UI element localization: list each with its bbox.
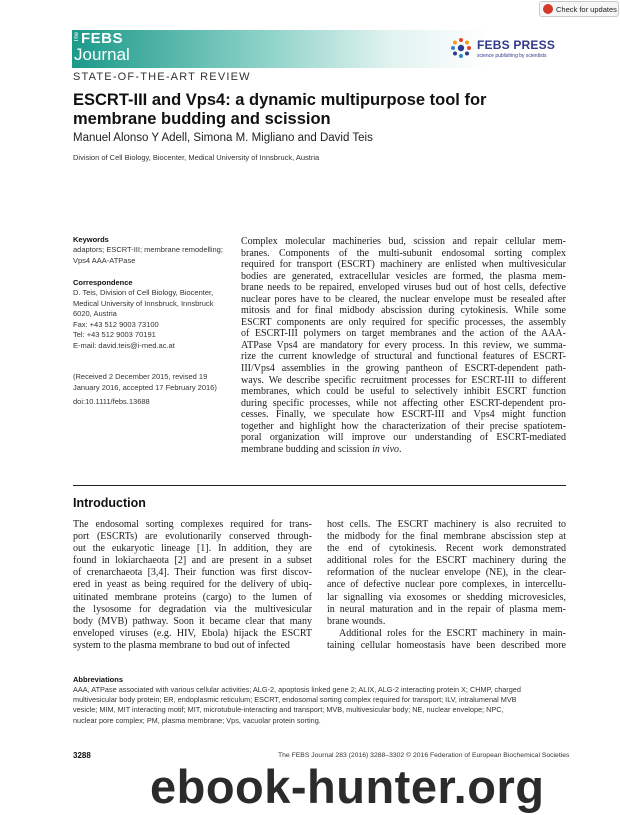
keywords-line: Vps4 AAA-ATPase <box>73 255 136 265</box>
abstract-line: together and highlight how the characterization of their precise spatiotem- <box>241 420 566 432</box>
title-line: ESCRT-III and Vps4: a dynamic multipurpose tool for <box>73 91 487 109</box>
paragraph-line: the lysosome for degradation via the multivesicular <box>73 603 312 615</box>
paragraph-line: ered in yeast as being required for the delivery of ubiq- <box>73 579 312 591</box>
keywords-heading: Keywords <box>73 235 109 244</box>
abstract-line: ATPase Vps4 are mandatory for every process. In this review, we summa- <box>241 339 566 351</box>
febs-press-tagline: science publishing by scientists <box>477 53 547 59</box>
paragraph-line: in neural maturation and in the repair of plasma mem- <box>327 603 566 615</box>
check-updates-label: Check for updates <box>556 4 617 14</box>
fax-line: Fax: +43 512 9003 73100 <box>73 319 159 329</box>
affiliation: Division of Cell Biology, Biocenter, Medical University of Innsbruck, Austria <box>73 153 320 162</box>
paragraph-line: uitinated membrane proteins (cargo) to the lumen of <box>73 591 312 603</box>
paragraph-line: of crenarchaeota [3,4]. Their function was first discov- <box>73 567 312 579</box>
abstract-italic-term: in vivo <box>372 443 400 455</box>
paragraph-line: ance of defective nuclear pore complexes, in intercellu- <box>327 579 566 591</box>
paragraph-line: brane wounds. <box>327 615 386 627</box>
watermark: ebook-hunter.org <box>150 760 545 813</box>
abstract-line: membranes, which could be useful to selectively inhibit ESCRT function <box>241 386 566 398</box>
paragraph-line: found in lokiarchaeota [2] and are present in a subset <box>73 555 312 567</box>
abstract-line: mitosis and for final midbody abscission during cytokinesis. While some <box>241 305 566 317</box>
author-list: Manuel Alonso Y Adell, Simona M. Migliano and David Teis <box>73 132 373 144</box>
abbreviation-line: nuclear pore complex; PM, plasma membrane; Vps, vacuolar protein sorting. <box>73 715 321 725</box>
abstract-line: brane needs to be repaired, enveloped viruses bud out of host cells, defective <box>241 282 566 294</box>
abstract-line: rize the current knowledge of structural and functional features of ESCRT- <box>241 351 566 363</box>
abstract-line: nuclear pores have to be cleared, the nuclear envelope must be resealed after <box>241 293 566 305</box>
abbreviation-line: vesicle; MIM, MIT interacting motif; MIT, microtubule-interacting and transport; MVB, multivesicular body; NE, nuclear envelope; NPC, <box>73 705 504 715</box>
febs-press-title: FEBS PRESS <box>477 38 556 52</box>
abstract-line: during specific processes, while not affecting other ESCRT-dependent pro- <box>241 397 566 409</box>
abstract-line: ways. We describe specific recruitment processes for ESCRT-III to different <box>241 374 566 386</box>
correspondence-heading: Correspondence <box>73 278 133 287</box>
paragraph-line: host cells. The ESCRT machinery is also recruited to <box>327 519 566 530</box>
abstract-line: Complex molecular machineries bud, scission and repair cellular mem- <box>241 236 566 247</box>
paragraph-line: taining cellular homeostasis have been described more <box>327 639 566 651</box>
correspondence-block <box>73 288 233 352</box>
keywords-line: adaptors; ESCRT-III; membrane remodelling; <box>73 245 223 254</box>
abstract-line: III/Vps4 assemblies in the growing pantheon of ESCRT-dependent path- <box>241 363 566 375</box>
correspondence-line: Medical University of Innsbruck, Innsbruck <box>73 298 214 308</box>
abbreviations-text <box>73 685 566 726</box>
abstract-period: . <box>399 443 402 455</box>
abstract-line: ESCRT components are only required for specific processes, the assembly <box>241 316 566 328</box>
paragraph-line: body (MVB) pathway. Soon it became clear that many <box>73 615 312 627</box>
abstract-line: cesses. Finally, we speculate how ESCRT-III and Vps4 might function <box>241 409 566 421</box>
abstract-line-text: membrane budding and scission <box>241 443 370 455</box>
logo-the: The <box>74 32 80 43</box>
correspondence-line: 6020, Austria <box>73 309 117 319</box>
abstract-line: branes. Components of the multi-subunit endosomal sorting complex <box>241 247 566 259</box>
abstract-line <box>241 444 566 456</box>
journal-citation-footer: The FEBS Journal 283 (2016) 3288–3302 © 2016 Federation of European Biochemical Societies <box>278 752 570 759</box>
logo-febs: FEBS <box>81 30 124 47</box>
received-line: (Received 2 December 2015, revised 19 <box>73 372 208 381</box>
abstract-line: bodies are generated, extracellular vesicles are formed, the plasma mem- <box>241 270 566 282</box>
paragraph-line: out the eukaryotic lineage [1]. In addition, they are <box>73 543 312 555</box>
check-updates-icon <box>543 4 553 14</box>
paragraph-line: additional roles for the ESCRT machinery during the <box>327 555 566 567</box>
paragraph-line: reformation of the nuclear envelope (NE), in the clear- <box>327 567 566 579</box>
febs-press-dots-icon <box>450 37 472 59</box>
received-line: January 2016, accepted 17 February 2016) <box>73 382 217 392</box>
abstract-line: of ESCRT-III polymers on target membranes and the action of the AAA- <box>241 328 566 340</box>
paragraph-line: system to the plasma membrane to bud out of infected <box>73 639 290 651</box>
title-line: membrane budding and scission <box>73 110 331 128</box>
page-number: 3288 <box>73 751 91 760</box>
section-divider <box>73 485 566 486</box>
abstract-line: required for transport (ESCRT) machinery are enlisted when multivesicular <box>241 259 566 271</box>
febs-press-logo <box>450 35 562 63</box>
logo-journal: Journal <box>74 45 130 64</box>
introduction-column-left <box>73 519 312 652</box>
introduction-column-right <box>327 519 566 652</box>
keywords-list <box>73 245 233 266</box>
email-link[interactable]: E-mail: david.teis@i-med.ac.at <box>73 340 175 350</box>
doi-link[interactable]: doi:10.1111/febs.13688 <box>73 397 150 406</box>
introduction-heading: Introduction <box>73 496 146 510</box>
abstract-line: poral organization will improve our understanding of ESCRT-mediated <box>241 432 566 444</box>
correspondence-line: D. Teis, Division of Cell Biology, Biocenter, <box>73 288 214 297</box>
febs-journal-logo <box>74 31 164 67</box>
paragraph-line: enveloped viruses (e.g. HIV, Ebola) hijack the ESCRT <box>73 627 312 639</box>
paragraph-line: port (ESCRTs) are evolutionarily conserved through- <box>73 531 312 543</box>
paper-title <box>73 91 553 129</box>
abbreviation-line: AAA, ATPase associated with various cellular activities; ALG-2, apoptosis linked gene 2; ALIX, ALG-2 interacting protein X; CHMP, charged <box>73 685 521 694</box>
abbreviations-heading: Abbreviations <box>73 675 124 684</box>
received-dates <box>73 372 233 393</box>
paragraph-line: the end of cytokinesis. Recent work demonstrated <box>327 543 566 555</box>
paragraph-line: Additional roles for the ESCRT machinery in main- <box>339 627 566 639</box>
article-type: STATE-OF-THE-ART REVIEW <box>73 71 251 83</box>
paragraph-line: lar signalling via exosomes or shedding microvesicles, <box>327 591 566 603</box>
paragraph-line: The endosomal sorting complexes required for trans- <box>73 519 312 530</box>
check-for-updates-button[interactable] <box>539 1 619 17</box>
abstract <box>241 236 566 455</box>
tel-line: Tel: +43 512 9003 70191 <box>73 330 156 340</box>
paragraph-line: the midbody for the final membrane abscission step at <box>327 531 566 543</box>
abbreviation-line: multivesicular body protein; ER, endoplasmic reticulum; ESCRT, endosomal sorting complex required for transport; ILV, intralumenal MVB <box>73 695 517 705</box>
